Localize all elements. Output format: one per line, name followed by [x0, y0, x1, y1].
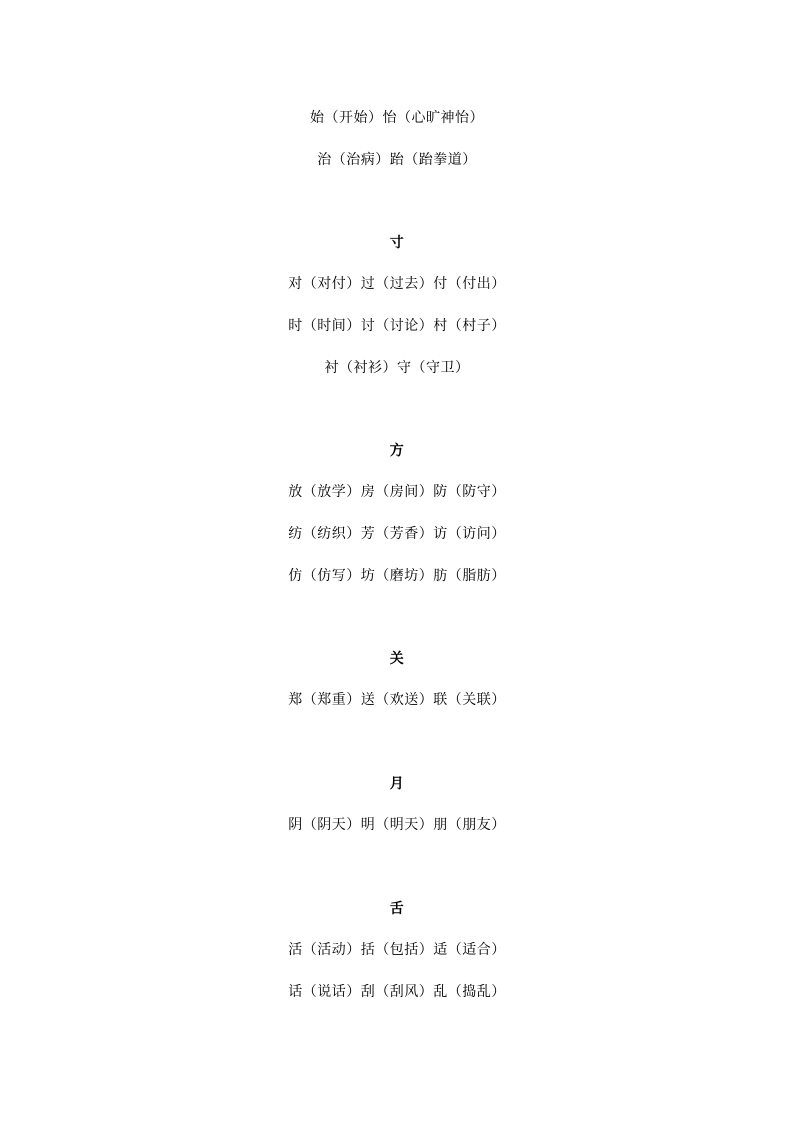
word-line: 纺（纺织）芳（芳香）访（访问）: [288, 526, 506, 542]
word-line: 活（活动）括（包括）适（适合）: [288, 942, 506, 958]
word-line: 对（对付）过（过去）付（付出）: [288, 276, 506, 292]
word-line: 郑（郑重）送（欢送）联（关联）: [288, 692, 506, 708]
radical-heading: 月: [389, 776, 405, 792]
word-line: 放（放学）房（房间）防（防守）: [288, 484, 506, 500]
word-line: 治（治病）跆（跆拳道）: [317, 152, 477, 168]
word-line: 衬（衬衫）守（守卫）: [324, 360, 470, 376]
word-line: 始（开始）怡（心旷神怡）: [310, 110, 484, 126]
radical-heading: 寸: [389, 235, 405, 251]
radical-heading: 关: [389, 651, 405, 667]
word-line: 阴（阴天）明（明天）朋（朋友）: [288, 817, 506, 833]
word-line: 话（说话）刮（刮风）乱（捣乱）: [288, 984, 506, 1000]
word-line: 时（时间）讨（讨论）村（村子）: [288, 318, 506, 334]
radical-heading: 舌: [389, 901, 405, 917]
radical-heading: 方: [389, 443, 405, 459]
word-line: 仿（仿写）坊（磨坊）肪（脂肪）: [288, 568, 506, 584]
